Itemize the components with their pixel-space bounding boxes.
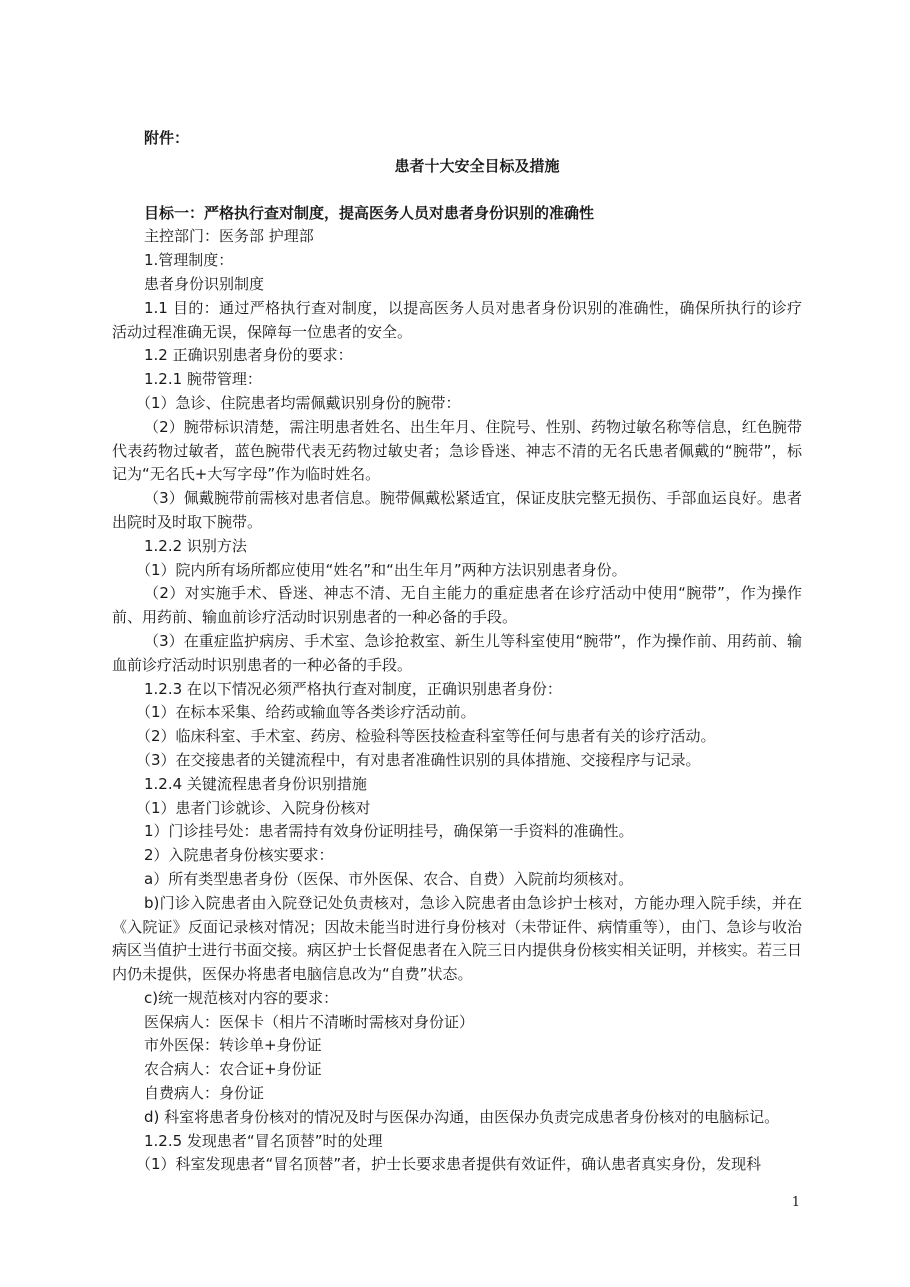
item-1-2-4-f: c)统一规范核对内容的要求： (144, 988, 339, 1007)
heading-1-2-1: 1.2.1 腕带管理： (144, 370, 262, 389)
item-1-2-4-h: 市外医保：转诊单+身份证 (144, 1036, 322, 1055)
item-1-2-1-a: （1）急诊、住院患者均需佩戴识别身份的腕带： (136, 393, 461, 412)
item-1-2-1-c: （3）佩戴腕带前需核对患者信息。腕带佩戴松紧适宜，保证皮肤完整无损伤、手部血运良好。患者出院时及时取下腕带。 (112, 489, 802, 531)
page-number: 1 (791, 1195, 800, 1210)
item-1-2-4-g: 医保病人：医保卡（相片不清晰时需核对身份证） (144, 1012, 475, 1031)
heading-1-2-5: 1.2.5 发现患者“冒名顶替”时的处理 (144, 1131, 383, 1150)
system-name: 患者身份识别制度 (144, 274, 265, 293)
item-1-2-4-b: 1）门诊挂号处：患者需持有效身份证明挂号，确保第一手资料的准确性。 (144, 822, 634, 841)
item-1-2-3-a: （1）在标本采集、给药或输血等各类诊疗活动前。 (136, 703, 476, 722)
item-1-2-3-c: （3）在交接患者的关键流程中，有对患者准确性识别的具体措施、交接程序与记录。 (136, 750, 701, 769)
item-1-2-2-b: （2）对实施手术、昏迷、神志不清、无自主能力的重症患者在诊疗活动中使用“腕带”，作为操作前、用药前、输血前诊疗活动时识别患者的一种必备的手段。 (112, 584, 802, 627)
attachment-label: 附件： (144, 129, 190, 147)
item-1-2-2-c: （3）在重症监护病房、手术室、急诊抢救室、新生儿等科室使用“腕带”，作为操作前、用药前、输血前诊疗活动时识别患者的一种必备的手段。 (112, 631, 802, 674)
item-1-2-4-d: a）所有类型患者身份（医保、市外医保、农合、自费）入院前均须核对。 (144, 869, 634, 888)
item-1-2-4-a: （1）患者门诊就诊、入院身份核对 (136, 798, 371, 817)
heading-1-2-2: 1.2.2 识别方法 (144, 536, 247, 555)
paragraph-1-1: 1.1 目的：通过严格执行查对制度，以提高医务人员对患者身份识别的准确性，确保所执行的诊疗活动过程准确无误，保障每一位患者的安全。 (112, 298, 802, 341)
item-1-2-1-b: （2）腕带标识清楚，需注明患者姓名、出生年月、住院号、性别、药物过敏名称等信息，红色腕带代表药物过敏者，蓝色腕带代表无药物过敏史者；急诊昏迷、神志不清的无名氏患者佩戴的“腕带”，标记为“无名氏+大写字母”作为临时姓名。 (112, 417, 802, 484)
item-1-2-4-j: 自费病人：身份证 (144, 1084, 265, 1103)
heading-1-2: 1.2 正确识别患者身份的要求： (144, 346, 353, 365)
item-1-2-4-i: 农合病人：农合证+身份证 (144, 1060, 322, 1079)
goal-heading: 目标一：严格执行查对制度，提高医务人员对患者身份识别的准确性 (144, 203, 595, 222)
heading-1-2-3: 1.2.3 在以下情况必须严格执行查对制度，正确识别患者身份： (144, 679, 562, 698)
department-line: 主控部门：医务部 护理部 (144, 227, 314, 246)
item-1-2-4-e: b)门诊入院患者由入院登记处负责核对，急诊入院患者由急诊护士核对，方能办理入院手续，并在《入院证》反面记录核对情况；因故未能当时进行身份核对（未带证件、病情重等），由门、急诊与收治病区当值护士进行书面交接。病区护士长督促患者在入院三日内提供身份核实相关证明，并核实。若三日内仍未提供，医保办将患者电脑信息改为“自费”状态。 (112, 893, 803, 984)
heading-1-2-4: 1.2.4 关键流程患者身份识别措施 (144, 774, 367, 793)
item-1-2-3-b: （2）临床科室、手术室、药房、检验科等医技检查科室等任何与患者有关的诊疗活动。 (136, 727, 716, 746)
management-heading: 1.管理制度： (144, 251, 234, 270)
document-body (112, 127, 802, 1177)
item-1-2-4-k: d) 科室将患者身份核对的情况及时与医保办沟通，由医保办负责完成患者身份核对的电脑标记。 (144, 1107, 780, 1126)
item-1-2-2-a: （1）院内所有场所都应使用“姓名”和“出生年月”两种方法识别患者身份。 (136, 560, 627, 579)
item-1-2-5-a: （1）科室发现患者“冒名顶替”者，护士长要求患者提供有效证件，确认患者真实身份，发现科 (136, 1155, 762, 1174)
item-1-2-4-c: 2）入院患者身份核实要求： (144, 846, 334, 865)
document-title: 患者十大安全目标及措施 (394, 156, 560, 175)
